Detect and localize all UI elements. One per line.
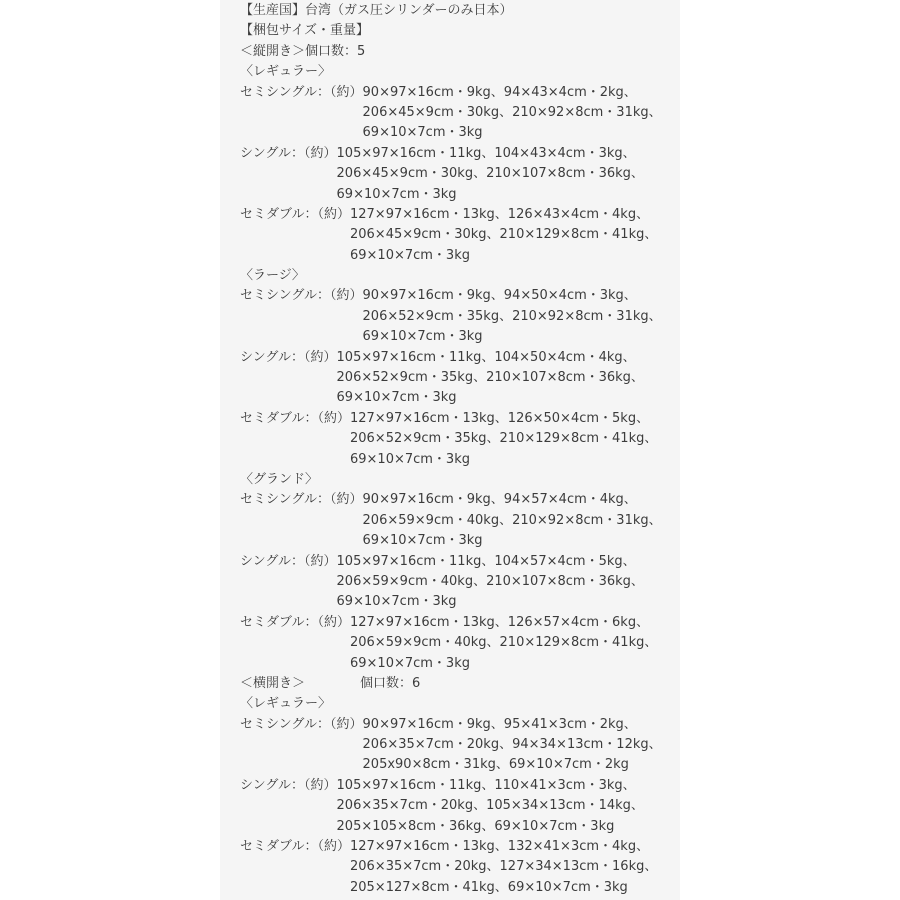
entry-line: 90×97×16cm・9kg、94×57×4cm・4kg、 bbox=[362, 492, 637, 508]
group-name: 〈レギュラー〉 bbox=[240, 696, 332, 712]
entry-line: 127×97×16cm・13kg、126×43×4cm・4kg、 bbox=[349, 206, 650, 222]
size-entry-semi-double bbox=[240, 409, 662, 470]
entry-line: 206×35×7cm・20kg、127×34×13cm・16kg、 bbox=[349, 859, 658, 875]
entry-line: 206×45×9cm・30kg、210×107×8cm・36kg、 bbox=[336, 166, 644, 182]
size-entry-single bbox=[240, 552, 662, 613]
entry-line: 69×10×7cm・3kg bbox=[336, 594, 457, 610]
size-entry-semi-single bbox=[240, 83, 662, 144]
entry-label: セミダブル：（約） bbox=[240, 410, 350, 426]
entry-line: 206×35×7cm・20kg、94×34×13cm・12kg、 bbox=[362, 737, 662, 753]
size-entry-semi-double bbox=[240, 837, 662, 898]
entry-label: シングル：（約） bbox=[240, 349, 337, 365]
group-name: 〈レギュラー〉 bbox=[240, 64, 332, 80]
entry-line: 127×97×16cm・13kg、126×57×4cm・6kg、 bbox=[349, 614, 650, 630]
entry-line: 206×52×9cm・35kg、210×92×8cm・31kg、 bbox=[362, 308, 662, 324]
entry-line: 206×59×9cm・40kg、210×129×8cm・41kg、 bbox=[349, 635, 658, 651]
entry-line: 206×52×9cm・35kg、210×129×8cm・41kg、 bbox=[349, 431, 658, 447]
entry-line: 105×97×16cm・11kg、104×57×4cm・5kg、 bbox=[336, 553, 636, 569]
entry-line: 69×10×7cm・3kg bbox=[362, 125, 483, 141]
size-entry-semi-single bbox=[240, 490, 662, 551]
entry-label: セミシングル：（約） bbox=[240, 492, 363, 508]
entry-label: シングル：（約） bbox=[240, 553, 337, 569]
entry-line: 206×45×9cm・30kg、210×92×8cm・31kg、 bbox=[362, 104, 662, 120]
entry-line: 127×97×16cm・13kg、126×50×4cm・5kg、 bbox=[349, 410, 650, 426]
entry-line: 69×10×7cm・3kg bbox=[336, 186, 457, 202]
entry-line: 206×52×9cm・35kg、210×107×8cm・36kg、 bbox=[336, 370, 644, 386]
entry-line: 69×10×7cm・3kg bbox=[349, 247, 470, 263]
entry-line: 105×97×16cm・11kg、110×41×3cm・3kg、 bbox=[336, 777, 636, 793]
entry-line: 205×127×8cm・41kg、69×10×7cm・3kg bbox=[349, 879, 628, 895]
entry-line: 69×10×7cm・3kg bbox=[362, 533, 483, 549]
entry-line: 69×10×7cm・3kg bbox=[336, 390, 457, 406]
entry-line: 206×35×7cm・20kg、105×34×13cm・14kg、 bbox=[336, 798, 644, 814]
entry-line: 90×97×16cm・9kg、94×50×4cm・3kg、 bbox=[362, 288, 637, 304]
product-spec-panel bbox=[220, 0, 680, 900]
group-name: 〈ラージ〉 bbox=[240, 268, 305, 284]
section-title-vertical: ＜縦開き＞個口数：5 bbox=[240, 43, 366, 59]
spec-text bbox=[240, 1, 662, 898]
entry-line: 69×10×7cm・3kg bbox=[349, 451, 470, 467]
entry-label: セミダブル：（約） bbox=[240, 839, 350, 855]
section-title-horizontal bbox=[240, 674, 662, 694]
entry-line: 69×10×7cm・3kg bbox=[349, 655, 470, 671]
group-name: 〈グランド〉 bbox=[240, 471, 319, 487]
entry-line: 127×97×16cm・13kg、132×41×3cm・4kg、 bbox=[349, 839, 650, 855]
entry-line: 90×97×16cm・9kg、94×43×4cm・2kg、 bbox=[362, 84, 637, 100]
entry-line: 205×105×8cm・36kg、69×10×7cm・3kg bbox=[336, 818, 615, 834]
section-title-count: 個口数：6 bbox=[360, 675, 421, 691]
entry-line: 105×97×16cm・11kg、104×43×4cm・3kg、 bbox=[336, 145, 636, 161]
size-entry-semi-double bbox=[240, 613, 662, 674]
entry-label: セミダブル：（約） bbox=[240, 614, 350, 630]
entry-line: 69×10×7cm・3kg bbox=[362, 329, 483, 345]
size-entry-semi-single bbox=[240, 286, 662, 347]
size-entry-semi-single bbox=[240, 715, 662, 776]
entry-line: 90×97×16cm・9kg、95×41×3cm・2kg、 bbox=[362, 716, 637, 732]
entry-label: シングル：（約） bbox=[240, 777, 337, 793]
size-entry-single bbox=[240, 144, 662, 205]
size-entry-single bbox=[240, 776, 662, 837]
size-entry-semi-double bbox=[240, 205, 662, 266]
entry-line: 206×45×9cm・30kg、210×129×8cm・41kg、 bbox=[349, 227, 658, 243]
entry-line: 206×59×9cm・40kg、210×92×8cm・31kg、 bbox=[362, 512, 662, 528]
entry-label: シングル：（約） bbox=[240, 145, 337, 161]
entry-line: 105×97×16cm・11kg、104×50×4cm・4kg、 bbox=[336, 349, 636, 365]
entry-line: 206×59×9cm・40kg、210×107×8cm・36kg、 bbox=[336, 573, 644, 589]
entry-line: 205x90×8cm・31kg、69×10×7cm・2kg bbox=[362, 757, 629, 773]
size-entry-single bbox=[240, 348, 662, 409]
origin-line: 【生産国】台湾（ガス圧シリンダーのみ日本） bbox=[240, 3, 513, 18]
entry-label: セミシングル：（約） bbox=[240, 84, 363, 100]
entry-label: セミダブル：（約） bbox=[240, 206, 350, 222]
section-title-lead: ＜横開き＞ bbox=[240, 675, 306, 691]
entry-label: セミシングル：（約） bbox=[240, 716, 363, 732]
package-heading: 【梱包サイズ・重量】 bbox=[240, 23, 369, 39]
entry-label: セミシングル：（約） bbox=[240, 288, 363, 304]
